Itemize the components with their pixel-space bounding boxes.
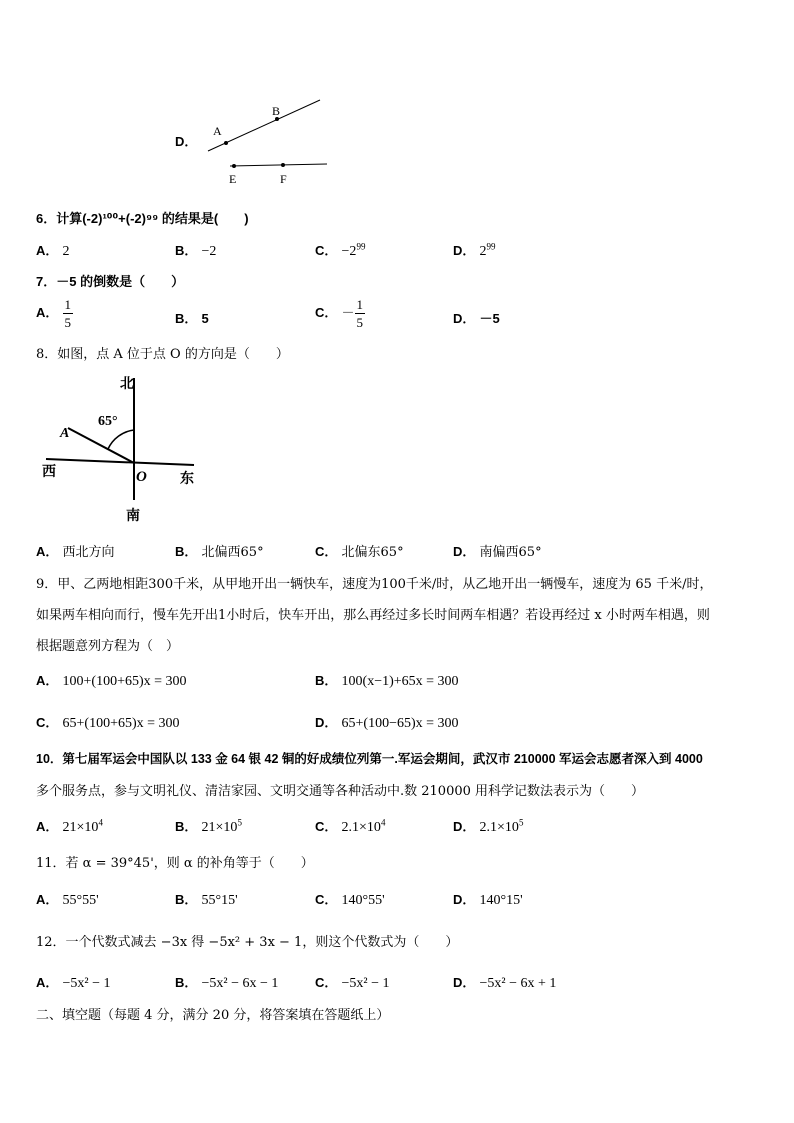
point-a-dot — [224, 141, 228, 145]
q9-line-2: 如果两车相向而行，慢车先开出1小时后，快车开出，那么再经过多长时间两车相遇？若设再经过 x 小时两车相遇，则 — [36, 608, 710, 623]
q11-option-b: B． 55°15' — [175, 892, 238, 908]
point-e-dot — [232, 164, 236, 168]
q6-option-a: A． 2 — [36, 243, 70, 259]
q11-stem: 11．若 α = 39°45'，则 α 的补角等于（ ） — [36, 856, 314, 871]
q9-option-b: B． 100(x−1)+65x = 300 — [315, 673, 459, 689]
q12-option-d: D． −5x² − 6x + 1 — [453, 975, 557, 991]
west-east-line — [46, 459, 194, 465]
q5-line-figure — [200, 95, 340, 190]
q10-option-c: C． $2.1\times 10^4$ — [315, 817, 386, 835]
q7-stem: 7．－5 的倒数是（ ） — [36, 274, 185, 289]
q9-option-c: C． 65+(100+65)x = 300 — [36, 715, 180, 731]
point-b-label: B — [272, 104, 281, 118]
point-f-label: F — [280, 172, 287, 186]
q9-option-a: A． 100+(100+65)x = 300 — [36, 673, 187, 689]
q7-option-c: C． － $\frac{1}{5}$ — [315, 297, 364, 330]
q12-stem: 12．一个代数式减去 −3x 得 −5x² + 3x − 1，则这个代数式为（ ） — [36, 935, 459, 950]
point-e-label: E — [229, 172, 237, 186]
q8-stem: 8．如图，点 A 位于点 O 的方向是（ ） — [36, 347, 289, 362]
q9-option-d: D． 65+(100−65)x = 300 — [315, 715, 459, 731]
q6-stem: 6．计算(-2)¹⁰⁰+(-2)⁹⁹ 的结果是( ) — [36, 211, 249, 226]
q10-option-b: B． $21\times 10^5$ — [175, 817, 242, 835]
point-a-label: A — [213, 124, 222, 138]
q10-line-1: 10．第七届军运会中国队以 133 金 64 银 42 铜的好成绩位列第一.军运会期间，武汉市 210000 军运会志愿者深入到 4000 — [36, 752, 703, 766]
q6-option-c: C． $-2^{99}$ — [315, 241, 366, 259]
q12-option-b: B． −5x² − 6x − 1 — [175, 975, 279, 991]
q8-option-c: C． 北偏东65° — [315, 544, 404, 560]
q6-option-b: B． −2 — [175, 243, 217, 259]
q8-option-a: A． 西北方向 — [36, 544, 115, 560]
south-label: 南 — [126, 509, 140, 524]
east-label: 东 — [180, 472, 194, 487]
line-ef — [230, 164, 327, 166]
west-label: 西 — [42, 465, 56, 480]
q12-option-a: A． −5x² − 1 — [36, 975, 111, 991]
q12-option-c: C． −5x² − 1 — [315, 975, 390, 991]
q6-option-d: D． $2^{99}$ — [453, 241, 496, 259]
q10-line-2: 多个服务点，参与文明礼仪、清洁家园、文明交通等各种活动中.数 210000 用科学记数法表示为（ ） — [36, 784, 645, 799]
angle-label: 65° — [98, 414, 118, 429]
q7-option-d: D． －5 — [453, 311, 500, 326]
point-a-label: A — [60, 426, 70, 441]
point-o-label: O — [136, 469, 147, 485]
q11-option-c: C． 140°55' — [315, 892, 385, 908]
q7-option-a: A． $\frac{1}{5}$ — [36, 297, 72, 330]
q7-option-b: B． 5 — [175, 311, 209, 326]
point-f-dot — [281, 163, 285, 167]
q11-option-a: A． 55°55' — [36, 892, 99, 908]
q5-option-d-label: D． — [175, 134, 198, 149]
q8-option-b: B． 北偏西65° — [175, 544, 264, 560]
q10-option-a: A． $21\times 10^4$ — [36, 817, 103, 835]
north-label: 北 — [120, 377, 134, 392]
angle-arc — [108, 430, 134, 449]
q8-compass-figure — [36, 368, 216, 530]
q8-option-d: D． 南偏西65° — [453, 544, 542, 560]
q10-option-d: D． $2.1\times 10^5$ — [453, 817, 524, 835]
q11-option-d: D． 140°15' — [453, 892, 523, 908]
q9-line-3: 根据题意列方程为（ ） — [36, 639, 180, 654]
section-2-title: 二、填空题（每题 4 分，满分 20 分，将答案填在答题纸上） — [36, 1008, 390, 1023]
q9-line-1: 9．甲、乙两地相距300千米，从甲地开出一辆快车，速度为100千米/时，从乙地开出一辆慢车，速度为 65 千米/时， — [36, 577, 713, 592]
